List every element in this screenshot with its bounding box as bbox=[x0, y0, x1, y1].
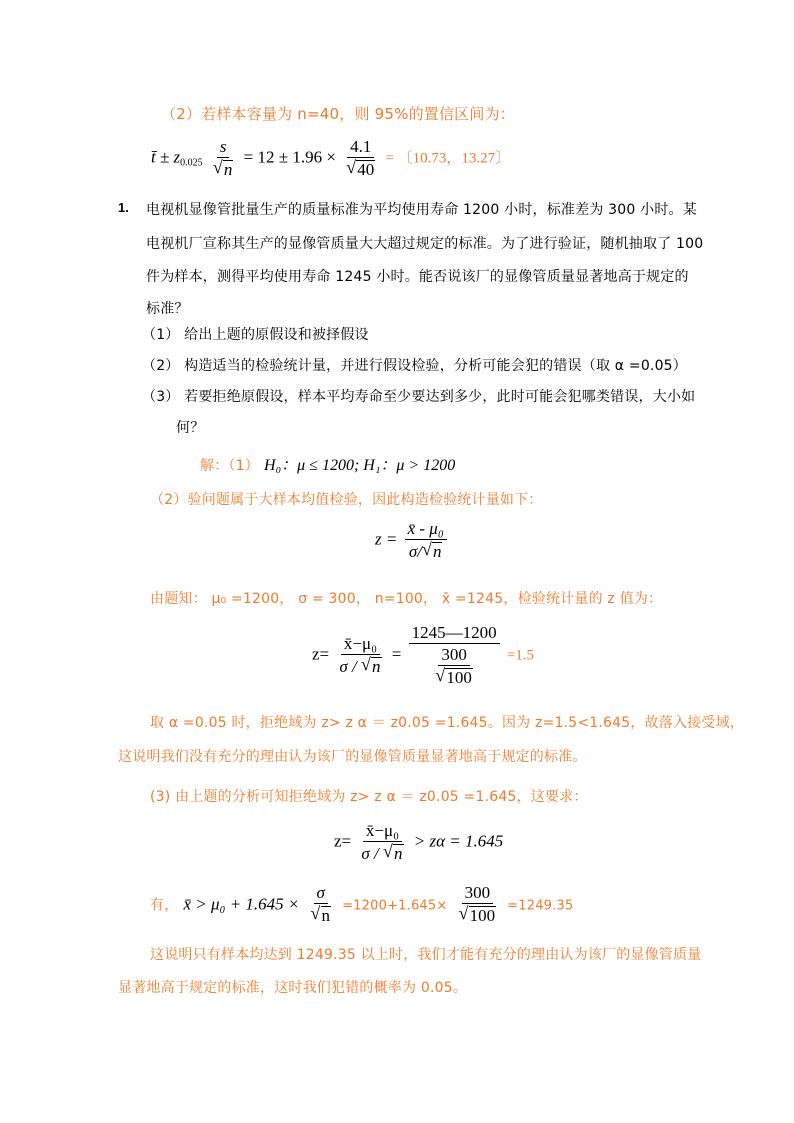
have-frac-num: σ bbox=[314, 884, 328, 904]
confidence-interval-formula bbox=[151, 138, 510, 180]
problem-line-1: 电视机显像管批量生产的质量标准为平均使用寿命 1200 小时，标准差为 300 小时。某 bbox=[146, 202, 697, 218]
stat-fraction bbox=[405, 520, 447, 562]
z-den-rad: n bbox=[372, 656, 381, 676]
problem-line-4: 标准？ bbox=[146, 301, 189, 317]
have-result: =1249.35 bbox=[507, 898, 574, 914]
z-num: x̄−μ₀ bbox=[341, 635, 380, 655]
solution-2-text: （2）验问题属于大样本均值检验，因此构造检验统计量如下： bbox=[150, 492, 543, 508]
have-mid: =1200+1.645× bbox=[342, 898, 448, 914]
z-den-pre: σ / bbox=[339, 656, 361, 676]
z-numeric-fraction bbox=[409, 624, 500, 687]
solution-1-label: 解：（1） bbox=[200, 458, 259, 474]
z-den2-num: 300 bbox=[438, 646, 470, 666]
z-value-formula bbox=[312, 624, 534, 687]
have-label: 有， bbox=[150, 897, 179, 914]
rejection-line-2: 这说明我们没有充分的理由认为该厂的显像管质量显著地高于规定的标准。 bbox=[118, 749, 587, 765]
cond-den-pre: σ / bbox=[361, 843, 383, 863]
z-eq: = bbox=[391, 644, 402, 664]
frac2-num: 4.1 bbox=[347, 138, 374, 158]
formula-lhs: t̄ ± z bbox=[151, 147, 181, 167]
solution-3-text: (3) 由上题的分析可知拒绝域为 z> z α ＝ z0.05 =1.645，这要求： bbox=[150, 789, 588, 805]
part2-heading: （2）若样本容量为 n=40，则 95%的置信区间为： bbox=[161, 105, 515, 123]
z-lhs: z= bbox=[312, 644, 330, 664]
test-statistic-formula bbox=[375, 520, 450, 562]
question-3-line-1: （3） 若要拒绝原假设，样本平均寿命至少要达到多少，此时可能会犯哪类错误，大小如 bbox=[142, 389, 696, 405]
cond-fraction bbox=[358, 822, 406, 864]
rejection-condition-formula bbox=[334, 822, 503, 864]
have-math: x̄ > μ₀ + 1.645 × bbox=[183, 894, 300, 914]
formula-sub: 0.025 bbox=[180, 157, 203, 169]
conclusion-line-1: 这说明只有样本均达到 1249.35 以上时，我们才能有充分的理由认为该厂的显像管质量 bbox=[150, 947, 702, 963]
conclusion-line-2: 显著地高于规定的标准，这时我们犯错的概率为 0.05。 bbox=[118, 980, 468, 996]
problem-number: 1. bbox=[118, 200, 129, 215]
threshold-derivation bbox=[150, 884, 573, 926]
formula-mid: = 12 ± 1.96 × bbox=[243, 147, 336, 167]
300-over-sqrt-100 bbox=[456, 884, 500, 926]
frac2-den: 40 bbox=[357, 159, 375, 179]
given-values: 由题知： μ₀ =1200， σ = 300， n=100， x̄ =1245，检验统计量的 z 值为： bbox=[150, 591, 663, 607]
problem-line-2: 电视机厂宣称其生产的显像管质量大大超过规定的标准。为了进行验证，随机抽取了 100 bbox=[146, 236, 704, 252]
cond-den-rad: n bbox=[394, 843, 403, 863]
stat-lhs: z = bbox=[375, 529, 398, 549]
stat-num: x̄ - μ₀ bbox=[405, 520, 447, 540]
fraction-s-over-sqrt-n bbox=[210, 138, 237, 180]
have-frac2-den: 100 bbox=[469, 905, 496, 925]
sigma-over-sqrt-n bbox=[308, 884, 335, 926]
problem-line-3: 件为样本，测得平均使用寿命 1245 小时。能否说该厂的显像管质量显著地高于规定的 bbox=[146, 269, 689, 285]
cond-rhs: > zα = 1.645 bbox=[413, 831, 504, 851]
question-2: （2） 构造适当的检验统计量，并进行假设检验，分析可能会犯的错误（取 α =0.05） bbox=[142, 358, 687, 374]
rejection-line-1: 取 α =0.05 时，拒绝域为 z> z α ＝ z0.05 =1.645。因为 z=1.5<1.645，故落入接受域， bbox=[150, 715, 744, 731]
stat-den-rad: n bbox=[432, 541, 442, 561]
fraction-4-1-over-sqrt-40 bbox=[343, 138, 378, 180]
z-num2: 1245—1200 bbox=[409, 624, 500, 644]
frac-num: s bbox=[217, 138, 230, 158]
z-den2-rad: 100 bbox=[446, 667, 472, 687]
stat-den-pre: σ/ bbox=[408, 541, 422, 561]
question-3-line-2: 何？ bbox=[176, 420, 205, 436]
frac-den: n bbox=[223, 159, 233, 179]
z-result: =1.5 bbox=[506, 647, 535, 664]
have-frac2-num: 300 bbox=[462, 884, 494, 904]
cond-num: x̄−μ₀ bbox=[363, 822, 402, 842]
solution-1 bbox=[200, 452, 455, 475]
formula-result: = 〔10.73，13.27〕 bbox=[385, 150, 511, 167]
solution-1-hypotheses: H₀：μ ≤ 1200; H₁：μ > 1200 bbox=[264, 457, 456, 474]
z-inner-fraction bbox=[432, 646, 476, 688]
question-1: （1） 给出上题的原假设和被择假设 bbox=[142, 327, 369, 343]
z-fraction bbox=[336, 635, 384, 677]
cond-lhs: z= bbox=[334, 831, 352, 851]
have-frac-den: n bbox=[321, 905, 330, 925]
